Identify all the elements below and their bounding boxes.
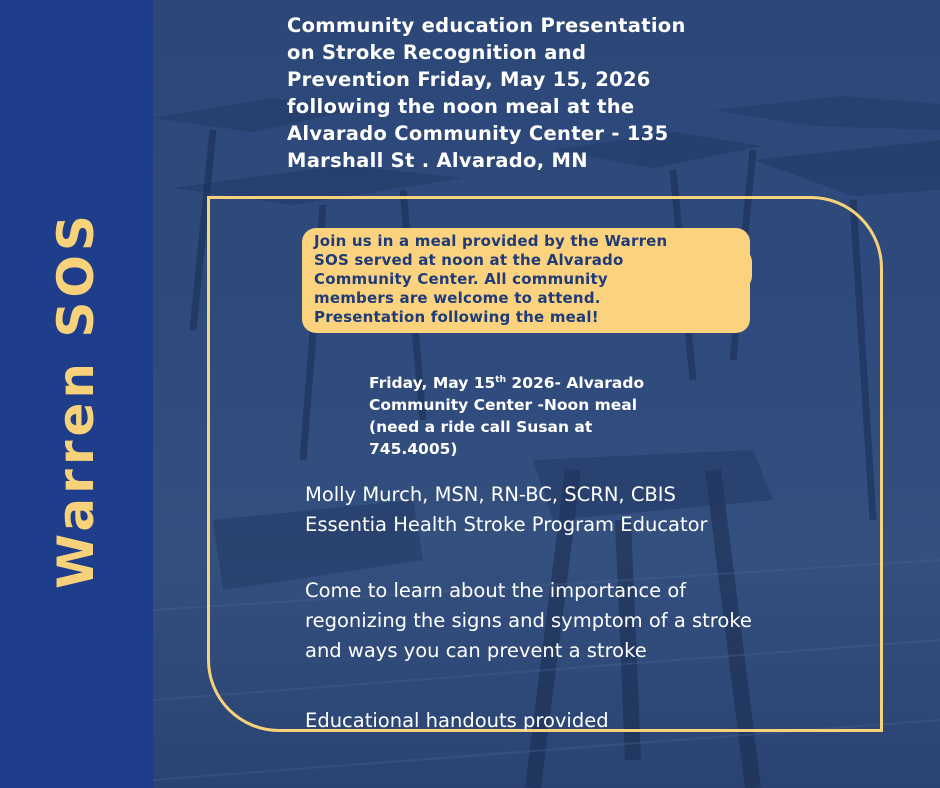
ride-phone: 745.4005) xyxy=(369,440,458,458)
bubble-line: members are welcome to attend. xyxy=(314,289,601,307)
date-rest: 2026- Alvarado xyxy=(506,374,645,392)
speaker-role: Essentia Health Stroke Program Educator xyxy=(305,513,708,536)
details-line: (need a ride call Susan at xyxy=(369,418,593,436)
date-prefix: Friday, May 15 xyxy=(369,374,496,392)
headline-line: following the noon meal at the xyxy=(287,95,635,118)
handouts-note: Educational handouts provided xyxy=(305,709,609,732)
headline-line: Marshall St . Alvarado, MN xyxy=(287,149,588,172)
bubble-line: Join us in a meal provided by the Warren xyxy=(314,232,668,250)
headline-line: Community education Presentation xyxy=(287,14,686,37)
event-details xyxy=(369,372,709,460)
details-date-line xyxy=(369,372,709,394)
description-line: Come to learn about the importance of xyxy=(305,579,687,602)
bubble-line: Community Center. All community xyxy=(314,270,608,288)
headline-line: Prevention Friday, May 15, 2026 xyxy=(287,68,651,91)
date-ordinal: th xyxy=(495,374,507,385)
bubble-line: Presentation following the meal! xyxy=(314,308,599,326)
description-line: regonizing the signs and symptom of a stroke xyxy=(305,609,752,632)
bubble-line: SOS served at noon at the Alvarado xyxy=(314,251,624,269)
details-line: Community Center -Noon meal xyxy=(369,396,638,414)
speaker-info xyxy=(305,480,845,540)
headline-line: on Stroke Recognition and xyxy=(287,41,587,64)
meal-invitation-bubble xyxy=(302,228,750,333)
headline-line: Alvarado Community Center - 135 xyxy=(287,122,669,145)
event-headline xyxy=(287,12,807,174)
description-line: and ways you can prevent a stroke xyxy=(305,639,647,662)
presentation-description xyxy=(305,576,845,666)
sidebar-panel xyxy=(0,0,153,788)
sidebar-title: Warren SOS xyxy=(47,211,105,589)
speaker-name: Molly Murch, MSN, RN-BC, SCRN, CBIS xyxy=(305,483,676,506)
